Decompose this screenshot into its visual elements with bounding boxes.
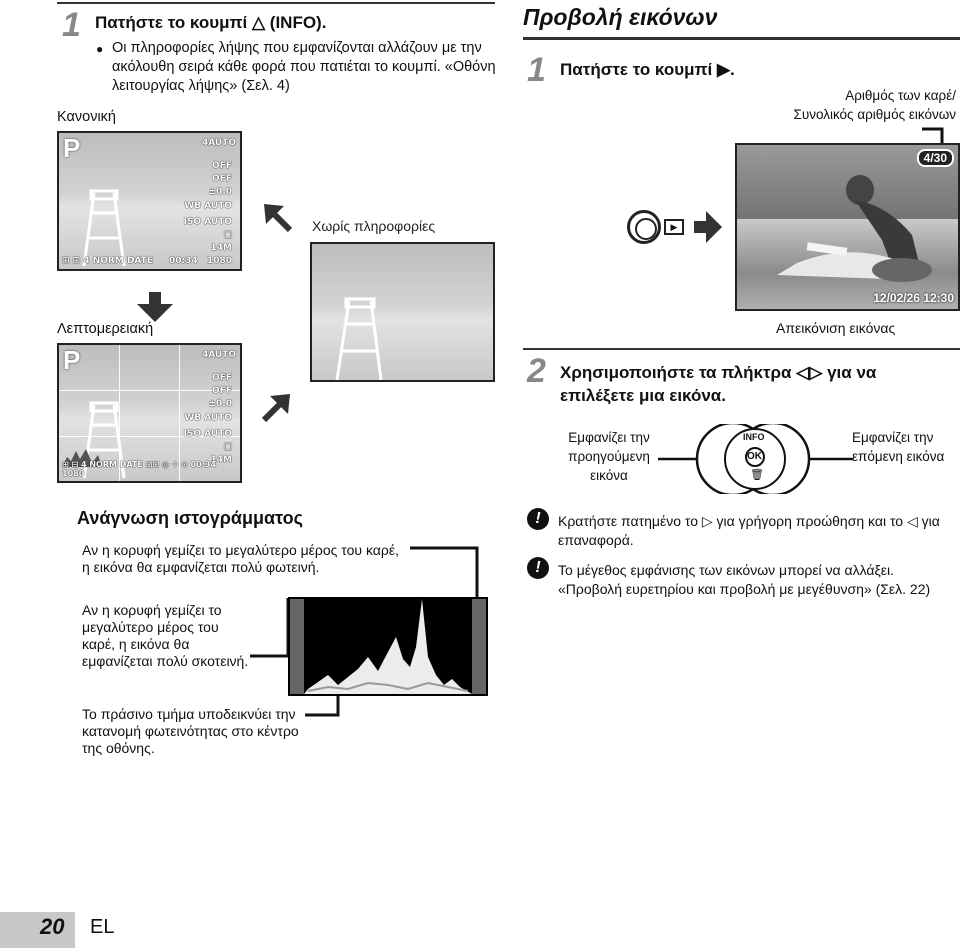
top-rule (57, 2, 495, 4)
self-timer-off-icon: OFF (212, 386, 232, 396)
step-number: 2 (527, 352, 546, 390)
arrow-up-right-icon (262, 392, 292, 422)
dial-ok-label[interactable]: OK (747, 451, 762, 462)
section-title-rule (523, 37, 960, 40)
frame-count-label-line1: Αριθμός των καρέ/ (845, 88, 956, 103)
step-bullet-text: Οι πληροφορίες λήψης που εμφανίζονται αλλάζουν με την ακόλουθη σειρά κάθε φορά που πατιέται το κουμπί. «Οθόνη λειτουργίας λήψης» (Σελ. 4) (112, 40, 496, 94)
divider (523, 348, 960, 350)
flash-auto-icon: 4AUTO (201, 350, 236, 360)
dial-info-label: INFO (743, 432, 765, 442)
prev-label: Εμφανίζει την προηγούμενη εικόνα (568, 430, 650, 483)
wb-auto-icon: WB AUTO (184, 413, 232, 423)
step-title: Πατήστε το κουμπί △ (INFO). (95, 13, 327, 32)
histogram-note-green: Το πράσινο τμήμα υποδεικνύει την κατανομή φωτεινότητας στο κέντρο της οθόνης. (82, 706, 299, 756)
histogram-title: Ανάγνωση ιστογράμματος (77, 508, 303, 528)
page-number: 20 (40, 914, 65, 939)
drive-icon: □ (223, 442, 232, 452)
note-fast-forward: Κρατήστε πατημένο το ▷ για γρήγορη προώθηση και το ◁ για επαναφορά. (558, 513, 940, 548)
step-number: 1 (62, 6, 81, 44)
exposure-comp-icon: ±0.0 (208, 399, 232, 409)
detailed-label: Λεπτομερειακή (57, 321, 154, 337)
exposure-comp-icon: ±0.0 (208, 187, 232, 197)
note-display-size: Το μέγεθος εμφάνισης των εικόνων μπορεί να αλλάξει. «Προβολή ευρετηρίου και προβολή με μεγέθυνση» (Σελ. 22) (558, 562, 931, 597)
warning-icon: ! (527, 508, 549, 530)
step-title: Πατήστε το κουμπί ▶. (560, 60, 735, 79)
bullet-icon: ● (96, 42, 104, 56)
macro-off-icon: OFF (212, 161, 232, 171)
trash-icon[interactable]: 🗑 (750, 469, 764, 481)
camera-screen-normal (57, 131, 242, 271)
iso-auto-icon: ISO AUTO (183, 429, 232, 439)
mode-p-label: P (63, 133, 81, 163)
arrow-right-icon (694, 211, 722, 243)
display-label: Απεικόνιση εικόνας (776, 320, 896, 336)
playback-dial-icon[interactable] (627, 210, 661, 244)
macro-off-icon: OFF (212, 373, 232, 383)
wb-auto-icon: WB AUTO (184, 201, 232, 211)
datetime-stamp: 12/02/26 12:30 (873, 291, 954, 305)
step-number: 1 (527, 51, 546, 89)
histogram-note-bright: Αν η κορυφή γεμίζει το μεγαλύτερο μέρος του καρέ, η εικόνα θα εμφανίζεται πολύ φωτεινή. (82, 542, 399, 575)
camera-screen-noinfo (310, 242, 495, 382)
image-size-icon: 14M (210, 455, 232, 465)
iso-auto-icon: ISO AUTO (183, 217, 232, 227)
histogram-note-dark: Αν η κορυφή γεμίζει το μεγαλύτερο μέρος του καρέ, η εικόνα θα εμφανίζεται πολύ σκοτεινή. (82, 602, 249, 669)
histogram-graph (288, 597, 488, 696)
language-code: EL (90, 916, 115, 938)
play-button-icon[interactable]: ▶ (664, 219, 684, 235)
drive-icon: □ (223, 230, 232, 240)
warning-icon: ! (527, 557, 549, 579)
mode-p-label: P (63, 345, 81, 375)
histogram-display (288, 597, 488, 696)
step-title: Χρησιμοποιήστε τα πλήκτρα ◁▷ για να επιλέξετε μια εικόνα. (560, 363, 877, 405)
frame-counter: 4/30 (917, 149, 954, 167)
normal-label: Κανονική (57, 109, 116, 125)
frame-count-label (760, 86, 956, 124)
section-title: Προβολή εικόνων (523, 4, 718, 30)
self-timer-off-icon: OFF (212, 174, 232, 184)
woman-reading-photo (737, 145, 960, 311)
camera-screen-detailed (57, 343, 242, 483)
flash-auto-icon: 4AUTO (201, 138, 236, 148)
frame-count-label-line2: Συνολικός αριθμός εικόνων (793, 107, 956, 122)
next-label: Εμφανίζει την επόμενη εικόνα (852, 430, 945, 464)
lifeguard-tower-image (327, 296, 387, 381)
battery-icon: ⊞ ⊟ 4 NORM DATE (62, 256, 153, 266)
no-info-label: Χωρίς πληροφορίες (312, 218, 436, 234)
status-bar-detail: ⊞ ⊟ 4 NORM DATE ⊡⊡ ◎ ✛ ⊙ 00:34 1080 (62, 460, 217, 478)
arrow-down-icon (137, 292, 173, 322)
image-size-icon: 14M (210, 243, 232, 253)
movie-time-icon: 00:34 (169, 256, 198, 266)
video-quality-icon: 1080 (207, 256, 233, 266)
playback-screen (735, 143, 960, 311)
arrow-up-left-icon (262, 202, 292, 232)
